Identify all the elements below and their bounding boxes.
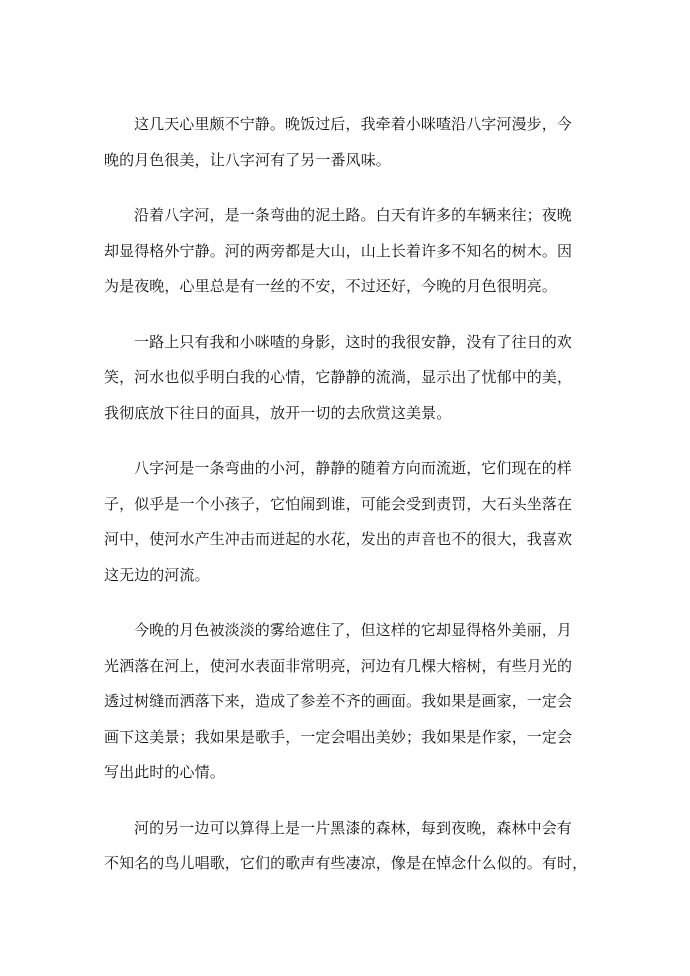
paragraph-line: 写出此时的心情。 — [104, 763, 225, 781]
paragraph-line: 光洒落在河上，使河水表面非常明亮，河边有几棵大榕树，有些月光的 — [104, 656, 573, 675]
paragraph-1 — [104, 107, 584, 178]
paragraph-line: 这几天心里颇不宁静。晚饭过后，我牵着小咪喳沿八字河漫步，今 — [134, 115, 572, 133]
paragraph-2 — [104, 198, 584, 305]
paragraph-line: 八字河是一条弯曲的小河，静静的随着方向而流逝，它们现在的样 — [134, 459, 572, 477]
paragraph-line: 我彻底放下往日的面具，放开一切的去欣赏这美景。 — [104, 403, 452, 422]
paragraph-line: 沿着八字河，是一条弯曲的泥土路。白天有许多的车辆来往；夜晚 — [134, 206, 572, 224]
paragraph-4 — [104, 451, 584, 593]
paragraph-line: 为是夜晚，心里总是有一丝的不安，不过还好，今晚的月色很明亮。 — [104, 277, 558, 295]
paragraph-5 — [104, 613, 584, 791]
paragraph-line: 晚的月色很美，让八字河有了另一番风味。 — [104, 150, 391, 169]
paragraph-line: 这无边的河流。 — [104, 565, 210, 584]
paragraph-line: 透过树缝而洒落下来，造成了参差不齐的画面。我如果是画家，一定会 — [104, 692, 573, 710]
paragraph-line: 不知名的鸟儿唱歌，它们的歌声有些凄凉，像是在悼念什么似的。有时， — [104, 854, 588, 872]
paragraph-3 — [104, 325, 584, 432]
paragraph-line: 笑，河水也似乎明白我的心情，它静静的流淌，显示出了忧郁中的美， — [104, 368, 573, 386]
paragraph-line: 一路上只有我和小咪喳的身影，这时的我很安静，没有了往日的欢 — [134, 332, 572, 351]
paragraph-line: 河中，使河水产生冲击而迸起的水花，发出的声音也不的很大，我喜欢 — [104, 530, 573, 548]
paragraph-line: 却显得格外宁静。河的两旁都是大山，山上长着许多不知名的树木。因 — [104, 241, 573, 260]
paragraph-line: 今晚的月色被淡淡的雾给遮住了，但这样的它却显得格外美丽，月 — [134, 621, 572, 639]
paragraph-line: 画下这美景；我如果是歌手，一定会唱出美妙；我如果是作家，一定会 — [104, 727, 573, 746]
paragraph-6 — [104, 811, 588, 882]
paragraph-line: 河的另一边可以算得上是一片黑漆的森林，每到夜晚，森林中会有 — [134, 818, 572, 837]
document-body — [104, 107, 588, 902]
paragraph-line: 子，似乎是一个小孩子，它怕闹到谁，可能会受到责罚，大石头坐落在 — [104, 494, 573, 513]
